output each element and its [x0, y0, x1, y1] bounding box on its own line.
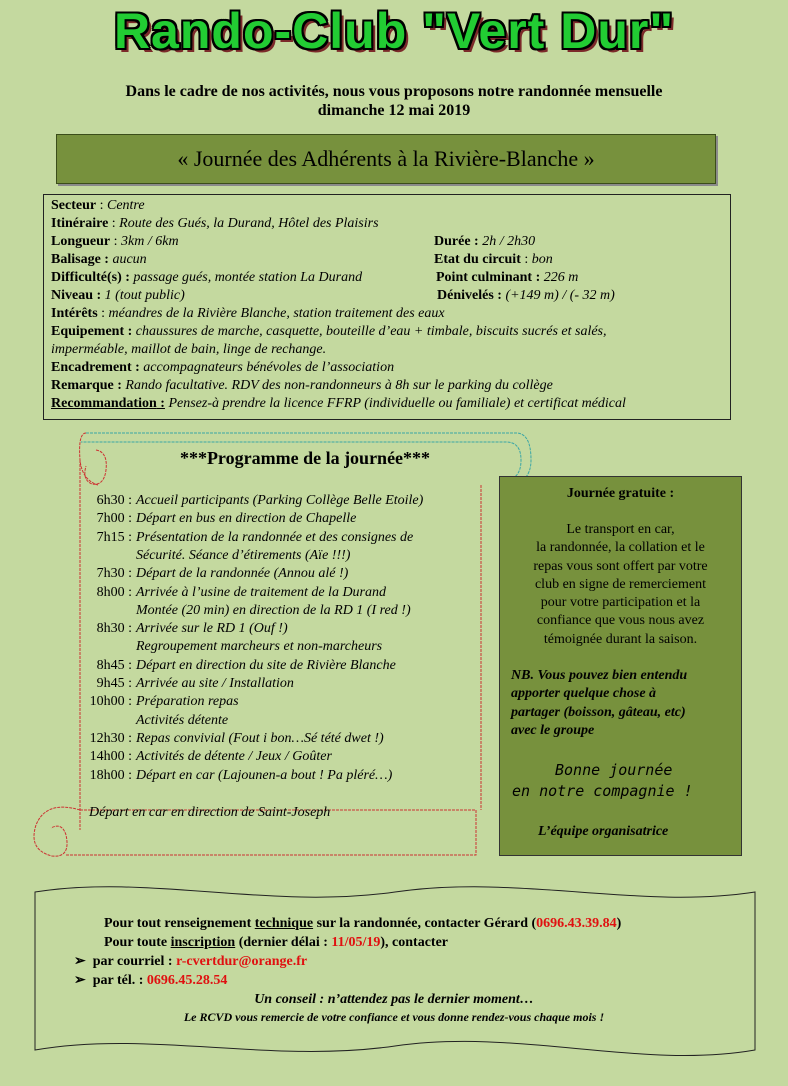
- contact-email-row: [74, 952, 307, 971]
- info-balisage: [51, 251, 147, 269]
- contact-phone-row: [74, 971, 227, 990]
- info-etat: Etat du circuit : bon: [434, 252, 553, 267]
- contact-text: Pour tout renseignement: [104, 916, 255, 931]
- info-remarque: [51, 377, 553, 395]
- equipement-label: Equipement :: [51, 324, 133, 339]
- bullet-arrow-icon: ➢: [74, 973, 86, 988]
- longueur-label: Longueur: [51, 234, 111, 249]
- nb-line: apporter quelque chose à: [511, 686, 657, 702]
- programme-text: Départ en car (Lajounen-a bout ! Pa pléré…): [136, 767, 393, 783]
- contact-text: ): [616, 916, 622, 931]
- phone-link[interactable]: 0696.45.28.54: [146, 973, 228, 988]
- free-day-line: témoignée durant la saison.: [543, 631, 698, 647]
- programme-item: [84, 565, 484, 583]
- programme-time: 18h00 :: [89, 767, 132, 783]
- programme-item: [84, 730, 484, 748]
- secteur-value: Centre: [106, 198, 145, 213]
- info-equipement-cont: [51, 341, 326, 359]
- programme-item: [84, 675, 484, 693]
- programme-item: [84, 584, 484, 602]
- info-recommandation: Recommandation : Pensez-à prendre la licence FFRP (individuelle ou familiale) et certificat médical: [51, 396, 626, 411]
- programme-item: [84, 547, 484, 565]
- programme-text: Départ en bus en direction de Chapelle: [136, 511, 357, 527]
- free-day-line: la randonnée, la collation et le: [536, 540, 705, 556]
- nb-line: NB. Vous pouvez bien entendu: [511, 668, 688, 683]
- programme-item: [84, 510, 484, 528]
- encadrement-value: accompagnateurs bénévoles de l’association: [143, 360, 395, 375]
- programme-text: Arrivée au site / Installation: [136, 676, 294, 691]
- free-day-line: Le transport en car,: [566, 522, 675, 537]
- programme-text: Activités détente: [136, 712, 229, 728]
- programme-item: [84, 529, 484, 547]
- secteur-label: Secteur: [51, 198, 97, 213]
- info-longueur: Longueur : 3km / 6km: [51, 234, 179, 249]
- programme-item: [84, 492, 484, 510]
- programme-text: Sécurité. Séance d’étirements (Aïe !!!): [136, 547, 351, 563]
- gerard-phone[interactable]: 0696.43.39.84: [536, 916, 617, 931]
- signature: L’équipe organisatrice: [538, 824, 669, 839]
- programme-text: Activités de détente / Jeux / Goûter: [136, 749, 332, 765]
- info-equipement: [51, 323, 607, 341]
- interets-label: Intérêts: [51, 306, 98, 321]
- info-interets: Intérêts : méandres de la Rivière Blanche, station traitement des eaux: [51, 306, 445, 321]
- nb-line: partager (boisson, gâteau, etc): [511, 704, 686, 720]
- deniveles-label: Dénivelés :: [437, 288, 502, 303]
- thanks-line: Le RCVD vous remercie de votre confiance et vous donne rendez-vous chaque mois !: [183, 1010, 605, 1024]
- contact-text: inscription: [170, 935, 236, 950]
- programme-text: Arrivée à l’usine de traitement de la Durand: [136, 584, 387, 600]
- wish-line-2: en notre compagnie !: [512, 782, 693, 800]
- info-secteur: Secteur : Centre: [51, 198, 145, 213]
- programme-time: 8h30 :: [96, 621, 132, 637]
- programme-item: [84, 638, 484, 656]
- wish-line-1: Bonne journée: [555, 761, 673, 779]
- encadrement-label: Encadrement :: [51, 360, 140, 375]
- info-box: [43, 194, 731, 420]
- nb-note: [511, 667, 687, 740]
- free-day-line: repas vous sont offert par votre: [533, 558, 708, 574]
- programme-time: 7h15 :: [96, 529, 132, 545]
- intro-line-1: Dans le cadre de nos activités, nous vous proposons notre randonnée mensuelle: [125, 83, 663, 100]
- programme-item: [84, 693, 484, 711]
- programme-text: Préparation repas: [136, 694, 239, 710]
- programme-text: Repas convivial (Fout i bon…Sé tété dwet !): [136, 730, 384, 746]
- difficulte-value: passage gués, montée station La Durand: [133, 270, 363, 285]
- recommandation-value: Pensez-à prendre la licence FFRP (individuelle ou familiale) et certificat médical: [168, 396, 626, 411]
- niveau-value: 1 (tout public): [104, 288, 185, 303]
- programme-time: 9h45 :: [96, 676, 132, 691]
- duree-value: 2h / 2h30: [482, 234, 536, 249]
- info-duree: [434, 233, 535, 251]
- programme-item: [84, 748, 484, 766]
- phone-label: par tél. :: [92, 973, 147, 988]
- event-title: « Journée des Adhérents à la Rivière-Blanche »: [177, 146, 595, 171]
- info-encadrement: [51, 359, 394, 377]
- programme-time: 7h00 :: [96, 511, 132, 527]
- longueur-value: 3km / 6km: [121, 234, 179, 249]
- difficulte-label: Difficulté(s) :: [51, 270, 130, 285]
- programme-final: Départ en car en direction de Saint-Joseph: [89, 805, 331, 820]
- free-day-line: pour votre participation et la: [540, 595, 701, 611]
- free-day-heading: Journée gratuite :: [566, 486, 675, 501]
- equipement-value-1: chaussures de marche, casquette, bouteille d’eau + timbale, biscuits sucrés et salés,: [135, 324, 607, 339]
- programme-item: [84, 767, 484, 785]
- programme-time: 8h45 :: [96, 657, 132, 673]
- equipement-value-2: imperméable, maillot de bain, linge de rechange.: [51, 342, 327, 357]
- programme-time: 14h00 :: [89, 749, 132, 765]
- contact-text: Pour toute: [104, 935, 171, 950]
- programme-time: 7h30 :: [96, 566, 132, 582]
- page-title: Rando-Club "Vert Dur": [113, 3, 675, 59]
- programme-time: 8h00 :: [96, 584, 132, 600]
- programme-list: [84, 492, 484, 812]
- programme-time: 10h00 :: [89, 694, 132, 710]
- bullet-arrow-icon: ➢: [74, 954, 86, 969]
- programme-text: Arrivée sur le RD 1 (Ouf !): [136, 621, 288, 637]
- advice-line: Un conseil : n’attendez pas le dernier moment…: [254, 992, 534, 1007]
- event-banner: [56, 134, 716, 184]
- interets-value: méandres de la Rivière Blanche, station traitement des eaux: [108, 306, 445, 321]
- email-label: par courriel :: [92, 954, 177, 969]
- programme-item: [84, 620, 484, 638]
- free-day-box: [499, 476, 742, 856]
- free-day-line: club en signe de remerciement: [534, 576, 707, 592]
- programme-text: Présentation de la randonnée et des consignes de: [136, 529, 414, 545]
- contact-text: ), contacter: [380, 935, 449, 950]
- balisage-value: aucun: [112, 252, 147, 267]
- deadline-date: 11/05/19: [331, 935, 381, 950]
- programme-item: [84, 712, 484, 730]
- intro-line-2: dimanche 12 mai 2019: [317, 102, 471, 119]
- contact-line-inscription: [104, 933, 448, 952]
- balisage-label: Balisage :: [51, 252, 109, 267]
- programme-title: ***Programme de la journée***: [179, 448, 431, 468]
- info-deniveles: [437, 287, 615, 305]
- contact-text: sur la randonnée, contacter Gérard (: [313, 916, 537, 931]
- itineraire-label: Itinéraire: [51, 216, 109, 231]
- programme-text: Montée (20 min) en direction de la RD 1 (I red !): [136, 602, 411, 618]
- recommandation-label: Recommandation: [51, 396, 157, 411]
- contact-text: technique: [254, 916, 314, 931]
- info-difficulte: [51, 269, 362, 287]
- intro: [0, 82, 788, 120]
- duree-label: Durée :: [434, 234, 479, 249]
- programme-time: 6h30 :: [96, 493, 132, 508]
- programme-text: Accueil participants (Parking Collège Belle Etoile): [136, 493, 424, 508]
- info-niveau: [51, 287, 185, 305]
- free-day-line: confiance que vous nous avez: [536, 613, 705, 629]
- info-culminant: [436, 269, 578, 287]
- itineraire-value: Route des Gués, la Durand, Hôtel des Plaisirs: [119, 216, 379, 231]
- etat-value: bon: [531, 252, 553, 267]
- deniveles-value: (+149 m) / (- 32 m): [505, 288, 615, 303]
- programme-item: [84, 602, 484, 620]
- etat-label: Etat du circuit: [434, 252, 521, 267]
- email-link[interactable]: r-cvertdur@orange.fr: [176, 954, 308, 969]
- programme-text: Départ en direction du site de Rivière Blanche: [136, 657, 396, 673]
- programme-item: [84, 657, 484, 675]
- contact-text: (dernier délai :: [235, 935, 332, 950]
- remarque-label: Remarque :: [51, 378, 122, 393]
- nb-line: avec le groupe: [511, 722, 595, 738]
- contact-line-technique: [104, 914, 621, 933]
- culminant-value: 226 m: [543, 270, 579, 285]
- niveau-label: Niveau :: [51, 288, 102, 303]
- programme-text: Regroupement marcheurs et non-marcheurs: [136, 639, 383, 655]
- info-itineraire: Itinéraire : Route des Gués, la Durand, Hôtel des Plaisirs: [51, 216, 379, 231]
- programme-time: 12h30 :: [89, 730, 132, 746]
- free-day-text: [500, 521, 741, 649]
- programme-text: Départ de la randonnée (Annou alé !): [136, 566, 349, 582]
- remarque-value: Rando facultative. RDV des non-randonneurs à 8h sur le parking du collège: [125, 378, 553, 393]
- culminant-label: Point culminant :: [436, 270, 541, 285]
